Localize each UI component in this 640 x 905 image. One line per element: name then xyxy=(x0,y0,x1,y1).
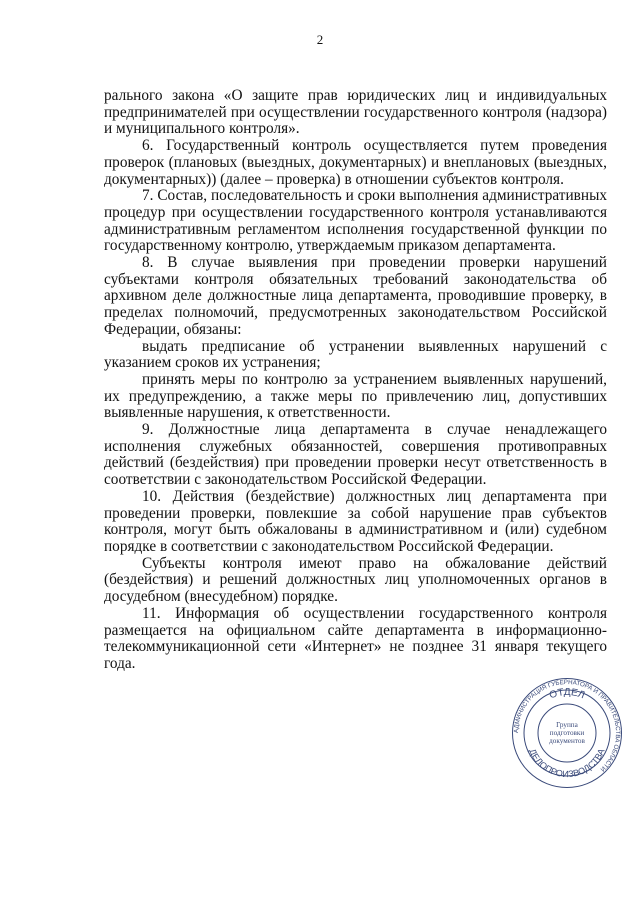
stamp-center-line: Группа xyxy=(556,721,578,729)
paragraph: Субъекты контроля имеют право на обжалование действий (бездействия) и решений должностных лиц уполномоченных органов в досудебном (внесудебном) порядке. xyxy=(104,554,607,606)
stamp-title: ОТДЕЛ xyxy=(548,686,587,702)
page-number: 2 xyxy=(316,32,324,47)
svg-text:ДЕЛОПРОИЗВОДСТВА xyxy=(527,747,606,779)
paragraph: выдать предписание об устранении выявленных нарушений с указанием сроков их устранения; xyxy=(104,337,607,372)
document-body xyxy=(104,88,607,673)
stamp-outer-text: АДМИНИСТРАЦИЯ ГУБЕРНАТОРА И ПРАВИТЕЛЬСТВА ОБЛАСТИ xyxy=(512,678,622,773)
paragraph: принять меры по контролю за устранением выявленных нарушений, их предупреждению, а также меры по привлечению лиц, допустивших выявленные нарушения, к ответственности. xyxy=(104,370,607,422)
paragraph: 9. Должностные лица департамента в случае ненадлежащего исполнения служебных обязанностей, совершения противоправных действий (бездействия) при проведении проверки несут ответственность в соответствии с законодательством Российской Федерации. xyxy=(104,421,607,489)
svg-text:ОТДЕЛ xyxy=(548,687,586,701)
stamp-bottom-text: ДЕЛОПРОИЗВОДСТВА xyxy=(527,747,607,780)
office-stamp xyxy=(511,677,623,789)
paragraph: 6. Государственный контроль осуществляется путем проведения проверок (плановых (выездных, документарных) и внеплановых (выездных, документарных)) (далее – проверка) в отношении субъектов контроля. xyxy=(104,137,607,188)
paragraph: 8. В случае выявления при проведении проверки нарушений субъектами контроля обязательных требований законодательства об архивном деле должностные лица департамента, проводившие проверку, в пределах полномочий, предусмотренных законодательством Российской Федерации, обязаны: xyxy=(104,254,607,338)
stamp-center-line: подготовки xyxy=(549,729,585,737)
paragraph: рального закона «О защите прав юридических лиц и индивидуальных предпринимателей при осуществлении государственного контроля (надзора) и муниципального контроля». xyxy=(104,87,607,138)
paragraph: 10. Действия (бездействие) должностных лиц департамента при проведении проверки, повлекшие за собой нарушение прав субъектов контроля, могут быть обжалованы в административном и (или) судебном порядке в соответствии с законодательством Российской Федерации. xyxy=(104,487,607,555)
paragraph: 7. Состав, последовательность и сроки выполнения административных процедур при осуществлении государственного контроля устанавливаются административным регламентом исполнения государственной функции по государственному контролю, утверждаемым приказом департамента. xyxy=(104,187,607,255)
paragraph: 11. Информация об осуществлении государственного контроля размещается на официальном сайте департамента в информационно-телекоммуникационной сети «Интернет» не позднее 31 января текущего года. xyxy=(104,604,607,672)
stamp-center-line: документов xyxy=(549,737,585,745)
